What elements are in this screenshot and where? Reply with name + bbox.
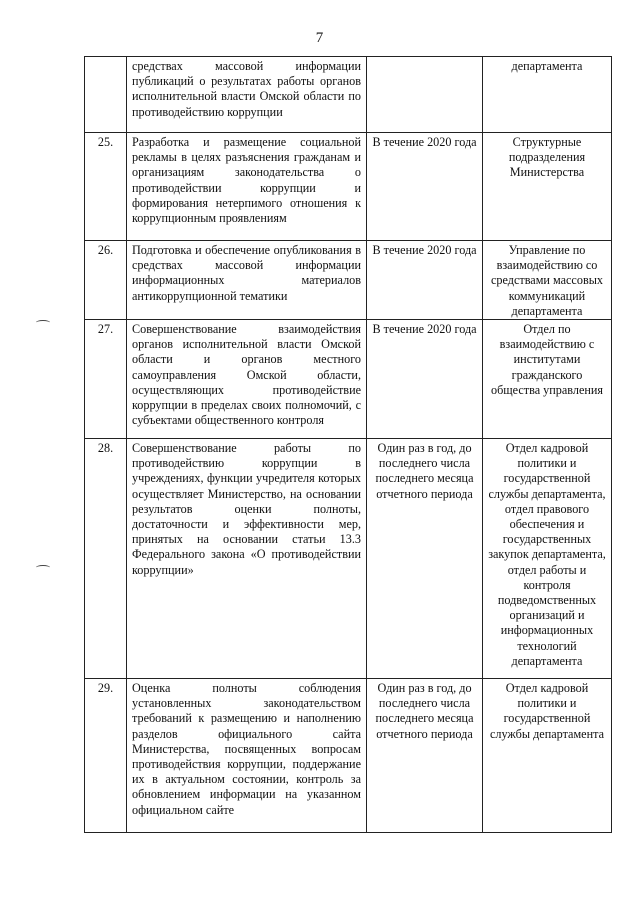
table-row [85,679,612,833]
row-number [85,57,127,133]
row-number: 29. [85,679,127,833]
measure-executor: Отдел по взаимодействию с институтами гражданского общества управления [483,320,612,439]
measure-term [367,57,483,133]
measure-executor: Управление по взаимодействию со средствами массовых коммуникаций департамента [483,241,612,320]
table-row [85,439,612,679]
table-row [85,133,612,241]
table-row [85,320,612,439]
scan-margin-mark [36,565,50,570]
row-number: 25. [85,133,127,241]
row-number: 28. [85,439,127,679]
measure-term: В течение 2020 года [367,133,483,241]
measures-table [84,56,612,833]
measure-executor: Отдел кадровой политики и государственной службы департамента [483,679,612,833]
measure-term: В течение 2020 года [367,320,483,439]
table-row [85,241,612,320]
row-number: 27. [85,320,127,439]
measure-description: Подготовка и обеспечение опубликования в средствах массовой информации информационных материалов антикоррупционной тематики [127,241,367,320]
measure-description: Совершенствование работы по противодействию коррупции в учреждениях, функции учредителя которых осуществляет Министерство, на основании результатов оценки полноты, достаточности и эффективности мер, принятых на основании статьи 13.3 Федерального закона «О противодействии коррупции» [127,439,367,679]
measure-description: Оценка полноты соблюдения установленных законодательством требований к размещению и наполнению разделов официального сайта Министерства, посвященных вопросам противодействия коррупции, поддержание их в актуальном состоянии, контроль за обновлением информации на указанном официальном сайте [127,679,367,833]
row-number: 26. [85,241,127,320]
measure-executor: департамента [483,57,612,133]
measure-executor: Отдел кадровой политики и государственной службы департамента, отдел правового обеспечения и государственных закупок департамента, отдел работы и контроля подведомственных организаций и информационных технологий департамента [483,439,612,679]
table-row [85,57,612,133]
measure-term: В течение 2020 года [367,241,483,320]
measure-term: Один раз в год, до последнего числа последнего месяца отчетного периода [367,439,483,679]
measure-executor: Структурные подразделения Министерства [483,133,612,241]
measure-term: Один раз в год, до последнего числа последнего месяца отчетного периода [367,679,483,833]
measure-description: средствах массовой информации публикаций о результатах работы органов исполнительной власти Омской области по противодействию коррупции [127,57,367,133]
measure-description: Совершенствование взаимодействия органов исполнительной власти Омской области и органов местного самоуправления Омской области, осуществляющих противодействие коррупции в пределах своих полномочий, с субъектами общественного контроля [127,320,367,439]
measure-description: Разработка и размещение социальной рекламы в целях разъяснения гражданам и организациям законодательства о противодействии коррупции и формирования нетерпимого отношения к коррупционным проявлениям [127,133,367,241]
scan-margin-mark [36,320,50,325]
page-number: 7 [315,30,324,46]
